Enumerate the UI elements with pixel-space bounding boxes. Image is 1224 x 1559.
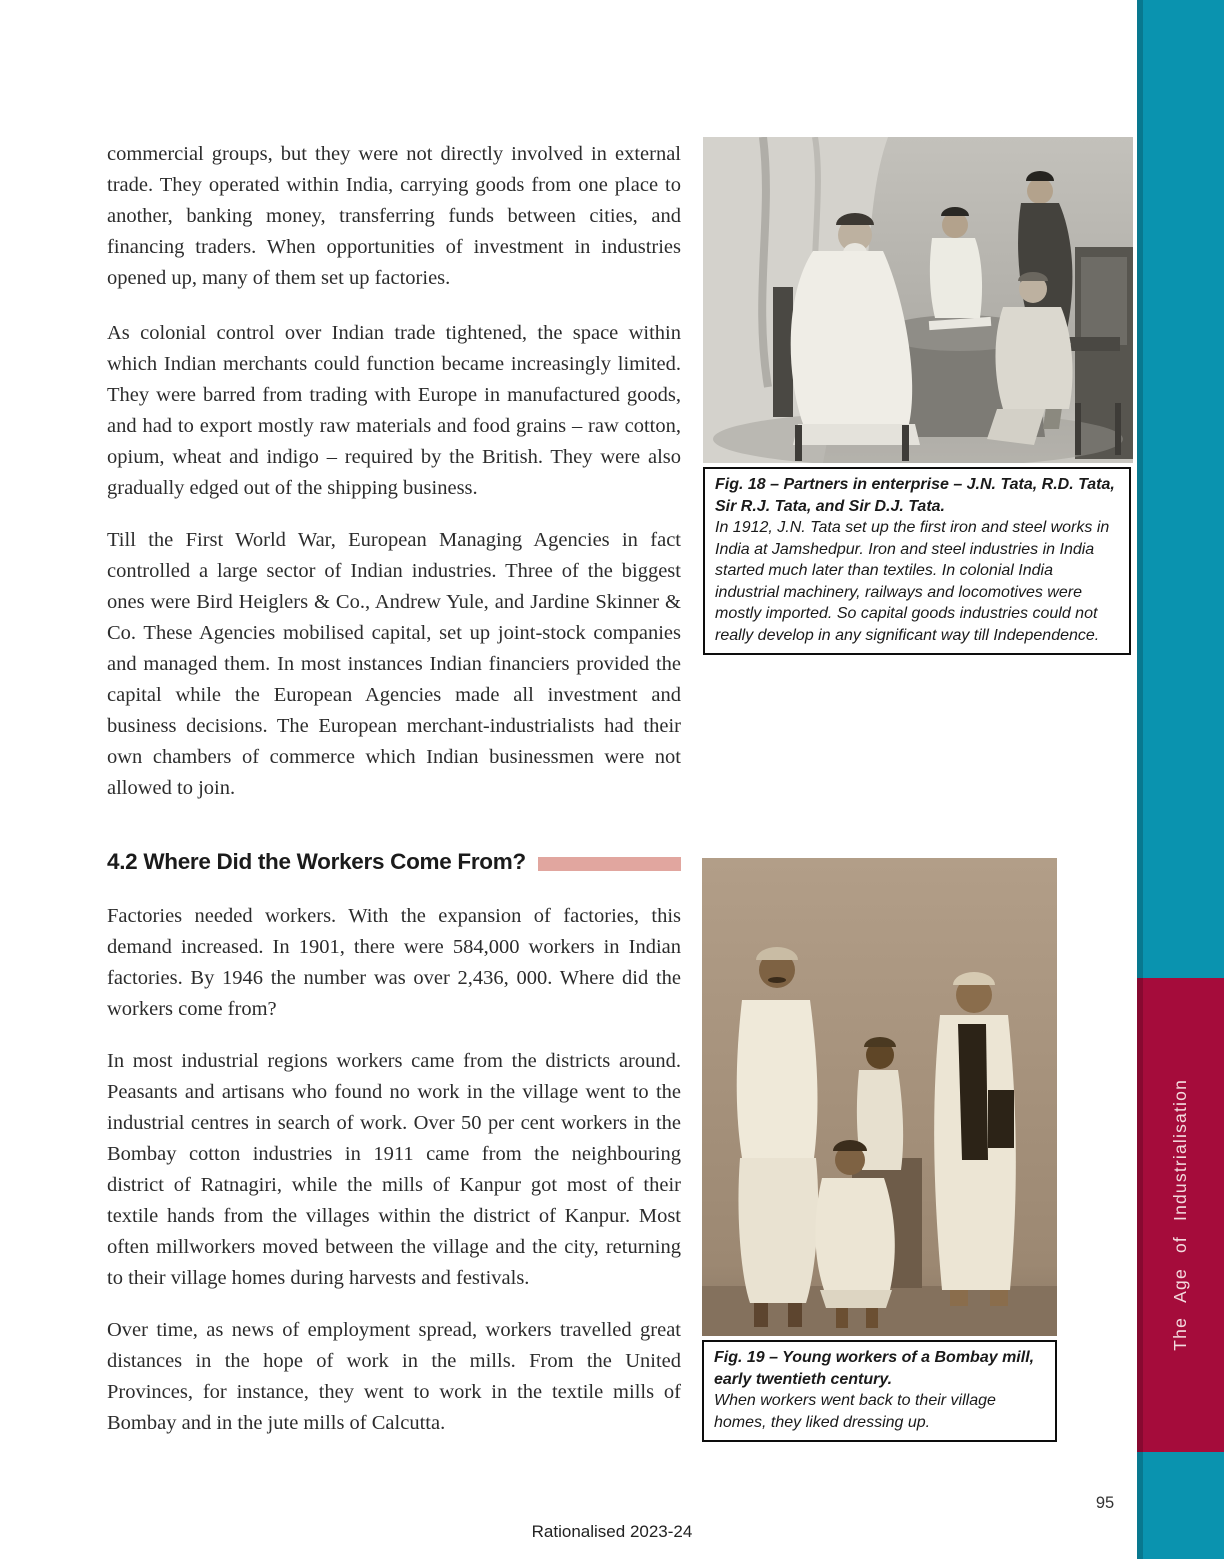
page-number: 95 [1095, 1494, 1115, 1512]
paragraph-merchants-trade: commercial groups, but they were not directly involved in external trade. They operated within India, carrying goods from one place to another, banking money, transferring funds between cities, and financing traders. When opportunities of investment in industries opened up, many of them set up factories. [107, 143, 681, 289]
fig19-photo [702, 858, 1057, 1336]
section-heading-4-2 [107, 849, 681, 875]
paragraph-colonial-control: As colonial control over Indian trade tightened, the space within which Indian merchants could function became increasingly limited. They were barred from trading with Europe in manufactured goods, and had to export mostly raw materials and food grains – raw cotton, opium, wheat and indigo – required by the British. They were also gradually edged out of the shipping business. [107, 322, 681, 499]
paragraph-factories-needed-workers: Factories needed workers. With the expansion of factories, this demand increased. In 1901, there were 584,000 workers in Indian factories. By 1946 the number was over 2,436, 000. Where did the workers come from? [107, 905, 681, 1020]
fig19-caption-text: When workers went back to their village homes, they liked dressing up. [714, 1392, 996, 1431]
paragraph-employment-spread: Over time, as news of employment spread, workers travelled great distances in the hope of work in the mills. From the United Provinces, for instance, they went to work in the textile mills of Bombay and in the jute mills of Calcutta. [107, 1319, 681, 1434]
fig18-photo [703, 137, 1133, 463]
heading-accent-bar [538, 857, 681, 871]
chapter-title-vertical: The Age of Industrialisation [1170, 1079, 1190, 1351]
section-title: 4.2 Where Did the Workers Come From? [107, 849, 526, 874]
footer-note: Rationalised 2023-24 [531, 1522, 693, 1541]
fig19-caption [702, 1340, 1057, 1442]
edge-band-maroon [1137, 978, 1224, 1452]
fig18-caption [703, 467, 1131, 655]
paragraph-industrial-regions: In most industrial regions workers came from the districts around. Peasants and artisans who found no work in the village went to the industrial centres in search of work. Over 50 per cent workers in the Bombay cotton industries in 1911 came from the neighbouring district of Ratnagiri, while the mills of Kanpur got most of their textile hands from the villages within the district of Kanpur. Most often millworkers moved between the village and the city, returning to their village homes during harvests and festivals. [107, 1050, 681, 1289]
fig19-caption-title: Fig. 19 – Young workers of a Bombay mill, early twentieth century. [714, 1349, 1035, 1388]
paragraph-managing-agencies: Till the First World War, European Managing Agencies in fact controlled a large sector of Indian industries. Three of the biggest ones were Bird Heiglers & Co., Andrew Yule, and Jardine Skinner & Co. These Agencies mobilised capital, set up joint-stock companies and managed them. In most instances Indian financiers provided the capital while the European Agencies made all investment and business decisions. The European merchant-industrialists had their own chambers of commerce which Indian businessmen were not allowed to join. [107, 529, 681, 799]
fig18-caption-text: In 1912, J.N. Tata set up the first iron and steel works in India at Jamshedpur. Iron and steel industries in India started much later than textiles. In colonial India industrial machinery, railways and locomotives were mostly imported. So capital goods industries could not really develop in any significant way till Independence. [715, 519, 1110, 644]
fig18-caption-title: Fig. 18 – Partners in enterprise – J.N. Tata, R.D. Tata, Sir R.J. Tata, and Sir D.J. Tata. [715, 476, 1115, 515]
edge-band-shadow [1137, 0, 1143, 1559]
